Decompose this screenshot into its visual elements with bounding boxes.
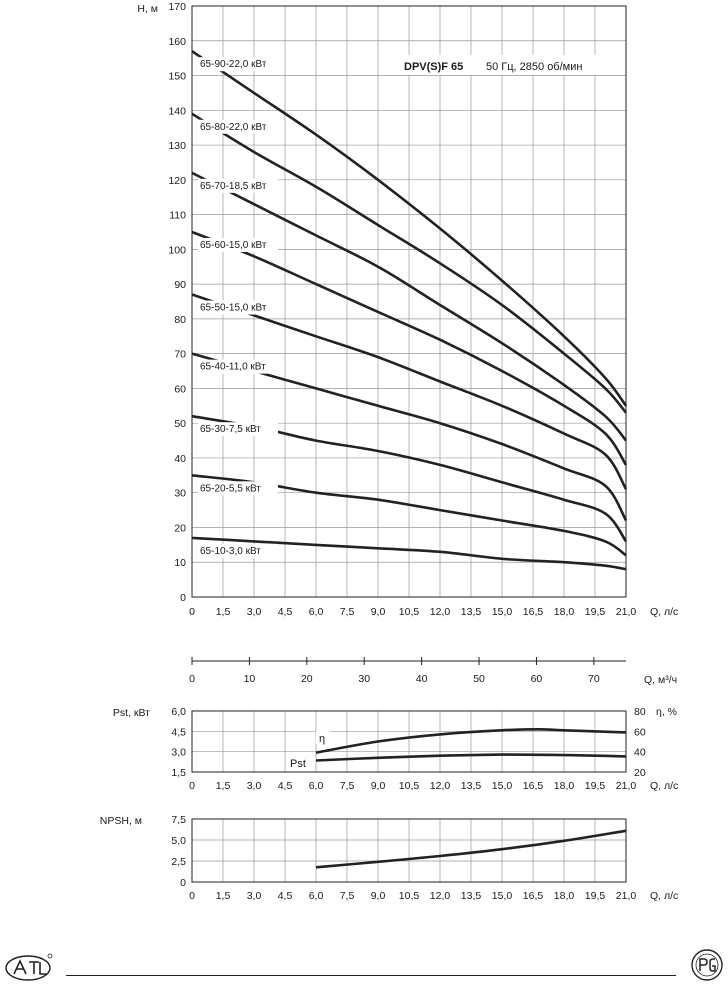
flow-axis-tick-label: 50 [473,673,485,685]
y-axis-title: Pst, кВт [112,707,150,719]
y-tick-label: 120 [168,174,186,187]
footer-rule [66,975,676,976]
x-tick-label: 12,0 [429,780,451,792]
x-tick-label: 19,5 [584,606,606,618]
x-tick-label: 12,0 [429,606,451,618]
x-tick-label: 7,5 [339,606,355,618]
y-tick-label: 0 [180,592,186,604]
y-axis-title: NPSH, м [99,815,142,827]
x-tick-label: 6,0 [308,780,324,792]
series-label [198,301,278,315]
eta-series-label: η [318,733,326,745]
x-tick-label: 0 [189,890,195,902]
series-label [198,422,278,436]
x-tick-label: 6,0 [308,606,324,618]
x-tick-label: 13,5 [460,780,482,792]
x-tick-label: 18,0 [553,780,575,792]
x-tick-label: 19,5 [584,780,606,792]
chart-title-box [400,55,600,75]
y2-tick-label: 20 [634,767,646,779]
x-tick-label: 21,0 [615,606,637,618]
x-tick-label: 4,5 [277,606,293,618]
x-tick-label: 18,0 [553,890,575,902]
series-label [198,179,278,193]
x-tick-label: 9,0 [370,606,386,618]
x-tick-label: 16,5 [522,606,544,618]
x-tick-label: 3,0 [246,890,262,902]
series-label-text: 65-60-15,0 кВт [200,239,267,251]
x-axis-title: Q, л/с [650,890,679,902]
series-label-text: 65-80-22,0 кВт [200,121,267,133]
y-tick-label: 100 [168,244,186,257]
npsh-chart-grid [192,819,626,882]
x-tick-label: 13,5 [460,890,482,902]
x-tick-label: 21,0 [615,890,637,902]
series-label [198,57,278,71]
x-tick-label: 1,5 [215,780,231,792]
x-tick-label: 21,0 [615,780,637,792]
flow-axis-tick-label: 0 [189,673,195,685]
chart-title: DPV(S)F 65 [404,61,464,73]
y-tick-label: 4,5 [171,726,186,739]
page-footer [0,940,728,993]
chart-subtitle: 50 Гц, 2850 об/мин [486,61,583,73]
series-label [198,360,278,374]
y-tick-label: 30 [174,487,186,500]
y2-tick-label: 40 [634,746,646,759]
series-label [198,238,278,252]
y-tick-label: 50 [174,418,186,431]
x-tick-label: 10,5 [398,606,420,618]
x-tick-label: 3,0 [246,780,262,792]
x-tick-label: 9,0 [370,780,386,792]
x-tick-label: 18,0 [553,606,575,618]
y-tick-label: 170 [168,1,186,13]
series-label-text: 65-20-5,5 кВт [200,483,261,495]
power-chart-grid [192,711,626,772]
y-tick-label: 0 [180,877,186,889]
y2-tick-label: 80 [634,706,646,718]
flow-axis-tick-label: 10 [243,673,256,685]
y-tick-label: 7,5 [171,814,186,826]
x-tick-label: 16,5 [522,890,544,902]
series-label [198,544,278,558]
series-label-text: 65-40-11,0 кВт [200,361,266,373]
series-label [198,120,278,134]
series-label-text: 65-90-22,0 кВт [200,59,267,71]
y-tick-label: 150 [168,70,186,83]
y-tick-label: 10 [174,557,186,570]
x-tick-label: 16,5 [522,780,544,792]
x-tick-label: 12,0 [429,890,451,902]
flow-axis-tick-label: 40 [415,673,428,685]
y-tick-label: 110 [169,209,186,222]
x-axis-title: Q, л/с [650,780,679,792]
y-tick-label: 40 [174,452,186,465]
x-tick-label: 15,0 [491,606,513,618]
y-tick-label: 80 [174,313,186,326]
y-tick-label: 20 [174,522,186,535]
series-label-text: 65-10-3,0 кВт [200,545,261,557]
x-tick-label: 7,5 [339,890,355,902]
y2-axis-title: η, % [656,706,678,718]
certification-mark-icon [690,948,724,982]
x-tick-label: 10,5 [398,780,420,792]
x-tick-label: 4,5 [277,890,293,902]
x-tick-label: 6,0 [308,890,324,902]
y-tick-label: 140 [168,105,186,118]
x-tick-label: 1,5 [215,890,231,902]
x-tick-label: 15,0 [491,780,513,792]
flow-axis-title: Q, м³/ч [644,674,678,686]
y-tick-label: 160 [168,35,186,48]
x-tick-label: 13,5 [460,606,482,618]
pst-series-label: Pst [290,758,306,770]
y-tick-label: 60 [174,383,186,396]
x-tick-label: 0 [189,780,195,792]
y-tick-label: 90 [174,279,186,292]
x-tick-label: 9,0 [370,890,386,902]
x-tick-label: 3,0 [246,606,262,618]
x-tick-label: 10,5 [398,890,420,902]
y-axis-title: H, м [137,3,158,15]
y-tick-label: 130 [168,140,186,153]
y-tick-label: 6,0 [171,706,186,718]
flow-axis-tick-label: 60 [530,673,543,685]
x-tick-label: 15,0 [491,890,513,902]
x-tick-label: 4,5 [277,780,293,792]
x-tick-label: 1,5 [215,606,231,618]
series-label-text: 65-70-18,5 кВт [200,180,267,192]
y-tick-label: 5,0 [171,835,186,847]
x-tick-label: 0 [189,606,195,618]
y-tick-label: 2,5 [171,856,186,868]
y-tick-label: 3,0 [171,746,186,759]
flow-axis-tick-label: 30 [358,673,371,685]
flow-axis-tick-label: 70 [588,673,600,685]
manufacturer-logo-icon [4,952,54,982]
series-label-text: 65-30-7,5 кВт [200,424,261,436]
x-axis-title: Q, л/с [650,606,679,618]
flow-axis-tick-label: 20 [300,673,313,685]
series-label-text: 65-50-15,0 кВт [200,302,267,314]
x-tick-label: 7,5 [339,780,355,792]
x-tick-label: 19,5 [584,890,606,902]
y2-tick-label: 60 [634,726,646,739]
series-label [198,481,278,495]
y-tick-label: 1,5 [171,767,186,779]
y-tick-label: 70 [174,348,186,361]
